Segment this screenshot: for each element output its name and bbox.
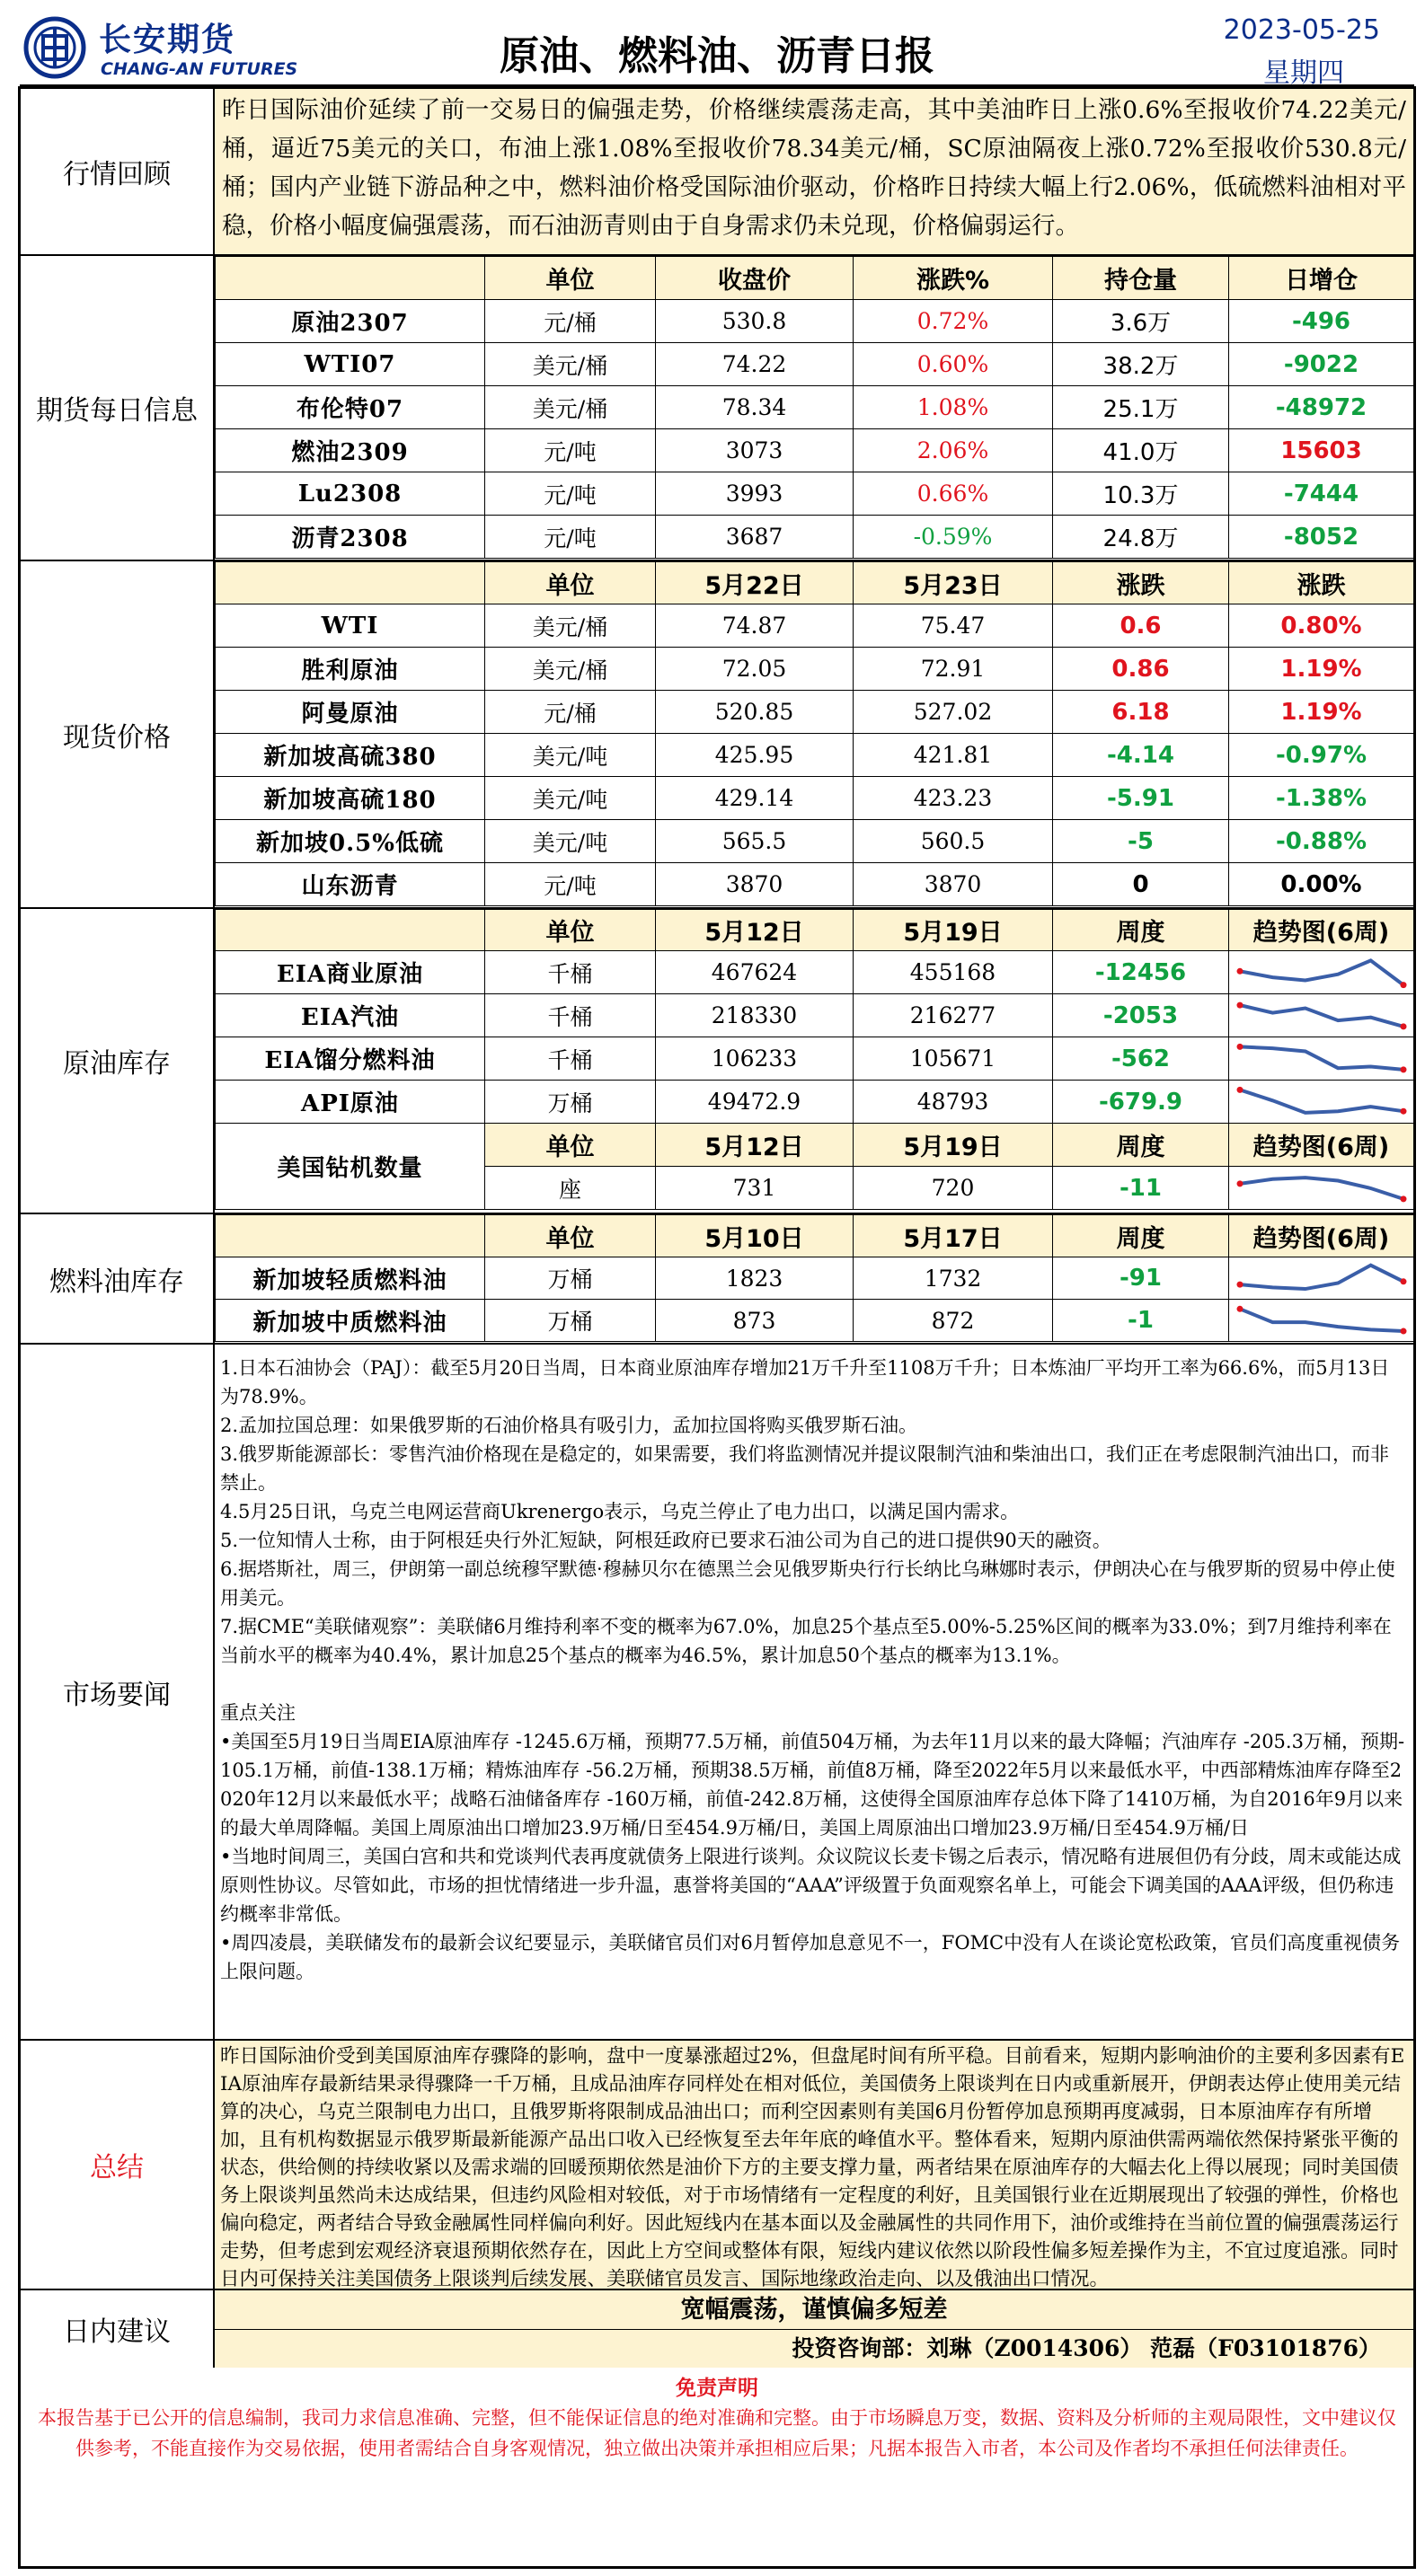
- close-price: 3687: [656, 516, 854, 559]
- price-change: -5: [1053, 820, 1229, 863]
- change-percent: 0.66%: [854, 472, 1053, 516]
- trend-line: [1240, 1090, 1403, 1113]
- weekly-change: -2053: [1053, 994, 1229, 1037]
- unit-cell: 万桶: [485, 1081, 656, 1124]
- open-interest: 41.0万: [1053, 429, 1229, 472]
- review-text: 昨日国际油价延续了前一交易日的偏强走势，价格继续震荡走高，其中美油昨日上涨0.6%至报收价74.22美元/桶，逼近75美元的关口，布油上涨1.08%至报收价78.34美元/桶，SC原油隔夜上涨0.72%至报收价530.8元/桶；国内产业链下游品种之中，燃料油价格受国际油价驱动，价格昨日持续大幅上行2.06%，低硫燃料油相对平稳，价格小幅度偏强震荡，而石油沥青则由于自身需求仍未兑现，价格偏弱运行。: [222, 96, 1406, 240]
- weekly-change: -679.9: [1053, 1081, 1229, 1124]
- column-header: 5月17日: [854, 1215, 1053, 1257]
- table-header-row: [216, 562, 1414, 604]
- price-day2: 560.5: [854, 820, 1053, 863]
- inventory-name: 新加坡轻质燃料油: [216, 1257, 485, 1300]
- table-row: [216, 1257, 1414, 1300]
- inventory-name: EIA商业原油: [216, 951, 485, 994]
- logo-text-cn: 长安期货: [99, 22, 236, 58]
- column-header: 5月22日: [656, 562, 854, 604]
- table-header-row: [216, 910, 1414, 951]
- futures-table: [215, 256, 1414, 559]
- trend-line: [1240, 1265, 1403, 1288]
- unit-cell: 美元/桶: [485, 648, 656, 691]
- logo-text-en: CHANG-AN FUTURES: [101, 59, 298, 79]
- unit-cell: 万桶: [485, 1300, 656, 1342]
- trend-sparkline: [1229, 1301, 1414, 1341]
- advice-consultant: 投资咨询部：刘琳（Z0014306） 范磊（F03101876）: [215, 2330, 1413, 2368]
- table-row: [216, 1300, 1414, 1342]
- news-text: 1.日本石油协会（PAJ）：截至5月20日当周，日本商业原油库存增加21万千升至1108万千升；日本炼油厂平均开工率为66.6%，而5月13日为78.9%。 2.孟加拉国总理：如果俄罗斯的石油价格具有吸引力，孟加拉国将购买俄罗斯石油。 3.俄罗斯能源部长：零售汽油价格现在是稳定的，如果需要，我们将监测情况并提议限制汽油和柴油出口，我们正在考虑限制汽油出口，而非禁止。 4.5月25日讯，乌克兰电网运营商Ukrenergo表示，乌克兰停止了电力出口，以满足国内需求。 5.一位知情人士称，由于阿根廷央行外汇短缺，阿根廷政府已要求石油公司为自己的进口提供90天的融资。 6.据塔斯社，周三，伊朗第一副总统穆罕默德·穆赫贝尔在德黑兰会见俄罗斯央行行长纳比乌琳娜时表示，伊朗决心在与俄罗斯的贸易中停止使用美元。 7.据CME“美联储观察”：美联储6月维持利率不变的概率为67.0%，加息25个基点至5.00%-5.25%区间的概率为33.0%；到7月维持利率在当前水平的概率为40.4%，累计加息25个基点的概率为46.5%，累计加息50个基点的概率为13.1%。 重点关注 •美国至5月19日当周EIA原油库存 -1245.6万桶，预期77.5万桶，前值504万桶，为去年11月以来的最大降幅；汽油库存 -205.3万桶，预期-105.1万桶，前值-138.1万桶；精炼油库存 -56.2万桶，预期38.5万桶，前值8万桶，降至2022年5月以来最低水平，中西部精炼油库存降至2020年12月以来最低水平；战略石油储备库存 -160万桶，前值-242.8万桶，这使得全国原油库存总体下降了1410万桶，为自2016年9月以来的最大单周降幅。美国上周原油出口增加23.9万桶/日至454.9万桶/日，美国上周原油出口增加23.9万桶/日至454.9万桶/日 •当地时间周三，美国白宫和共和党谈判代表再度就债务上限进行谈判。众议院议长麦卡锡之后表示，情况略有进展但仍有分歧，周末或能达成原则性协议。尽管如此，市场的担忧情绪进一步升温，惠誉将美国的“AAA”评级置于负面观察名单上，可能会下调美国的AAA评级，但仍称违约概率非常低。 •周四凌晨，美联储发布的最新会议纪要显示，美联储官员们对6月暂停加息意见不一，FOMC中没有人在谈论宽松政策，官员们高度重视债务上限问题。: [220, 1357, 1405, 1982]
- price-day2: 3870: [854, 863, 1053, 906]
- price-day2: 527.02: [854, 691, 1053, 734]
- weekly-change: -1: [1053, 1300, 1229, 1342]
- section-spot: [21, 561, 1413, 909]
- column-header: 周度: [1053, 910, 1229, 951]
- unit-cell: 美元/桶: [485, 343, 656, 386]
- rig-header-row: [216, 1124, 1414, 1167]
- unit-cell: 美元/桶: [485, 386, 656, 429]
- rig-week1: 731: [656, 1167, 854, 1210]
- report-grid: [18, 86, 1416, 2368]
- table-row: [216, 429, 1414, 472]
- column-header: [216, 562, 485, 604]
- column-header: 收盘价: [656, 257, 854, 300]
- column-header: 单位: [485, 1124, 656, 1167]
- column-header: 单位: [485, 562, 656, 604]
- price-day1: 425.95: [656, 734, 854, 777]
- report-header: [20, 13, 1414, 89]
- inventory-week2: 455168: [854, 951, 1053, 994]
- report-weekday: 星期四: [1263, 57, 1344, 89]
- review-body: [215, 89, 1413, 254]
- price-day2: 72.91: [854, 648, 1053, 691]
- inventory-week1: 1823: [656, 1257, 854, 1300]
- summary-text: 昨日国际油价受到美国原油库存骤降的影响，盘中一度暴涨超过2%，但盘尾时间有所平稳。目前看来，短期内影响油价的主要利多因素有EIA原油库存最新结果录得骤降一千万桶，且成品油库存同样处在相对低位，美国债务上限谈判在日内或重新展开，伊朗表达停止使用美元结算的决心，乌克兰限制电力出口，且俄罗斯将限制成品油出口；而利空因素则有美国6月份暂停加息预期再度减弱，日本原油库存有所增加，且有机构数据显示俄罗斯最新能源产品出口收入已经恢复至去年年底的峰值水平。整体看来，短期内原油供需两端依然保持紧张平衡的状态，供给侧的持续收紧以及需求端的回暖预期依然是油价下方的主要支撑力量，两者结果在原油库存的大幅去化上得以展现；同时美国债务上限谈判虽然尚未达成结果，但违约风险相对较低，对于市场情绪有一定程度的利好，且美国银行业在近期展现出了较强的弹性，价格也偏向稳定，两者结合导致金融属性同样偏向利好。因此短线内在基本面以及金融属性的共同作用下，油价或维持在当前位置的偏强震荡运行走势，但考虑到宏观经济衰退预期依然存在，因此上方空间或整体有限，短线内建议依然以阶段性偏多短差操作为主，不宜过度追涨。同时日内可保持关注美国债务上限谈判后续发展、美联储官员发言、国际地缘政治走向、以及俄油出口情况。: [220, 2045, 1405, 2290]
- advice-text: 宽幅震荡，谨慎偏多短差: [215, 2290, 1413, 2330]
- unit-cell: 元/吨: [485, 429, 656, 472]
- unit-cell: 美元/吨: [485, 820, 656, 863]
- column-header: 趋势图(6周): [1229, 1215, 1414, 1257]
- contract-name: 原油2307: [216, 300, 485, 343]
- trend-point: [1237, 1086, 1244, 1092]
- trend-point: [1237, 1043, 1244, 1049]
- price-change: 0: [1053, 863, 1229, 906]
- table-row: [216, 343, 1414, 386]
- price-day2: 423.23: [854, 777, 1053, 820]
- change-percent: 0.60%: [854, 343, 1053, 386]
- daily-oi-change: -9022: [1229, 343, 1414, 386]
- column-header: [216, 910, 485, 951]
- open-interest: 3.6万: [1053, 300, 1229, 343]
- trend-chart-cell: [1229, 1167, 1414, 1210]
- inventory-week1: 106233: [656, 1037, 854, 1081]
- inventory-week1: 467624: [656, 951, 854, 994]
- table-row: [216, 1081, 1414, 1124]
- contract-name: WTI07: [216, 343, 485, 386]
- crude-inventory-table-wrap: [215, 909, 1413, 1213]
- price-change-percent: 1.19%: [1229, 691, 1414, 734]
- column-header: 周度: [1053, 1124, 1229, 1167]
- price-day1: 520.85: [656, 691, 854, 734]
- section-summary: [21, 2041, 1413, 2290]
- disclaimer-text: 本报告基于已公开的信息编制，我司力求信息准确、完整，但不能保证信息的绝对准确和完整。由于市场瞬息万变，数据、资料及分析师的主观局限性，文中建议仅供参考，不能直接作为交易依据，使用者需结合自身客观情况，独立做出决策并承担相应后果；凡据本报告入市者，本公司及作者均不承担任何法律责任。: [38, 2407, 1396, 2459]
- inventory-week1: 873: [656, 1300, 854, 1342]
- table-row: [216, 691, 1414, 734]
- column-header: 5月23日: [854, 562, 1053, 604]
- trend-sparkline: [1229, 995, 1414, 1037]
- inventory-name: API原油: [216, 1081, 485, 1124]
- table-header-row: [216, 257, 1414, 300]
- column-header: 单位: [485, 910, 656, 951]
- weekly-change: -11: [1053, 1167, 1229, 1210]
- close-price: 3993: [656, 472, 854, 516]
- trend-point: [1237, 1281, 1244, 1287]
- section-label-crude-inventory: 原油库存: [21, 909, 215, 1213]
- inventory-week2: 1732: [854, 1257, 1053, 1300]
- column-header: 5月12日: [656, 910, 854, 951]
- inventory-week2: 216277: [854, 994, 1053, 1037]
- section-news: [21, 1345, 1413, 2041]
- table-row: [216, 386, 1414, 429]
- trend-chart-cell: [1229, 1037, 1414, 1081]
- trend-sparkline: [1229, 1258, 1414, 1299]
- unit-cell: 元/桶: [485, 691, 656, 734]
- open-interest: 38.2万: [1053, 343, 1229, 386]
- spot-name: 胜利原油: [216, 648, 485, 691]
- price-day1: 3870: [656, 863, 854, 906]
- inventory-name: 新加坡中质燃料油: [216, 1300, 485, 1342]
- column-header: 5月19日: [854, 910, 1053, 951]
- trend-sparkline: [1229, 1168, 1414, 1209]
- unit-cell: 美元/桶: [485, 604, 656, 648]
- futures-table-wrap: [215, 256, 1413, 560]
- price-day1: 565.5: [656, 820, 854, 863]
- spot-name: 阿曼原油: [216, 691, 485, 734]
- trend-point: [1401, 1107, 1407, 1114]
- table-row: [216, 994, 1414, 1037]
- table-row: [216, 300, 1414, 343]
- section-fuel-inventory: [21, 1214, 1413, 1345]
- price-day1: 429.14: [656, 777, 854, 820]
- report-title: 原油、燃料油、沥青日报: [500, 33, 934, 79]
- section-label-spot: 现货价格: [21, 561, 215, 907]
- column-header: [216, 257, 485, 300]
- rig-count-name: 美国钻机数量: [216, 1124, 485, 1210]
- fuel-inventory-table-wrap: [215, 1214, 1413, 1343]
- trend-point: [1237, 967, 1244, 974]
- inventory-name: EIA汽油: [216, 994, 485, 1037]
- section-label-review: 行情回顾: [21, 89, 215, 254]
- trend-chart-cell: [1229, 1081, 1414, 1124]
- price-change: 0.86: [1053, 648, 1229, 691]
- daily-oi-change: -8052: [1229, 516, 1414, 559]
- trend-sparkline: [1229, 952, 1414, 993]
- spot-name: 新加坡0.5%低硫: [216, 820, 485, 863]
- disclaimer: [18, 2368, 1416, 2569]
- section-futures: [21, 256, 1413, 561]
- change-percent: 0.72%: [854, 300, 1053, 343]
- contract-name: Lu2308: [216, 472, 485, 516]
- close-price: 3073: [656, 429, 854, 472]
- disclaimer-title: 免责声明: [676, 2376, 758, 2400]
- trend-line: [1240, 1005, 1403, 1027]
- column-header: 单位: [485, 257, 656, 300]
- table-row: [216, 863, 1414, 906]
- column-header: 单位: [485, 1215, 656, 1257]
- section-label-summary: 总结: [21, 2041, 215, 2289]
- trend-line: [1240, 1178, 1403, 1199]
- section-label-fuel-inventory: 燃料油库存: [21, 1214, 215, 1343]
- trend-point: [1401, 982, 1407, 988]
- trend-line: [1240, 1309, 1403, 1331]
- unit-cell: 千桶: [485, 951, 656, 994]
- unit-cell: 元/吨: [485, 863, 656, 906]
- table-row: [216, 777, 1414, 820]
- price-change: 0.6: [1053, 604, 1229, 648]
- inventory-week2: 105671: [854, 1037, 1053, 1081]
- table-row: [216, 648, 1414, 691]
- section-review: [21, 89, 1413, 256]
- section-label-news: 市场要闻: [21, 1345, 215, 2039]
- column-header: [216, 1215, 485, 1257]
- unit-cell: 元/桶: [485, 300, 656, 343]
- column-header: 周度: [1053, 1215, 1229, 1257]
- spot-table-wrap: [215, 561, 1413, 907]
- trend-point: [1401, 1328, 1407, 1334]
- trend-point: [1401, 1195, 1407, 1202]
- open-interest: 25.1万: [1053, 386, 1229, 429]
- news-body: [215, 1345, 1413, 2039]
- trend-point: [1401, 1066, 1407, 1072]
- open-interest: 10.3万: [1053, 472, 1229, 516]
- unit-cell: 座: [485, 1167, 656, 1210]
- price-change-percent: 0.80%: [1229, 604, 1414, 648]
- unit-cell: 千桶: [485, 1037, 656, 1081]
- fuel-inventory-table: [215, 1214, 1414, 1342]
- price-change-percent: -1.38%: [1229, 777, 1414, 820]
- trend-chart-cell: [1229, 1257, 1414, 1300]
- summary-body: [215, 2041, 1413, 2289]
- open-interest: 24.8万: [1053, 516, 1229, 559]
- price-day1: 72.05: [656, 648, 854, 691]
- trend-line: [1240, 1046, 1403, 1070]
- advice-body: [215, 2290, 1413, 2368]
- column-header: 涨跌: [1229, 562, 1414, 604]
- section-label-advice: 日内建议: [21, 2290, 215, 2368]
- spot-name: WTI: [216, 604, 485, 648]
- change-percent: 2.06%: [854, 429, 1053, 472]
- daily-oi-change: 15603: [1229, 429, 1414, 472]
- column-header: 持仓量: [1053, 257, 1229, 300]
- trend-chart-cell: [1229, 1300, 1414, 1342]
- unit-cell: 美元/吨: [485, 734, 656, 777]
- spot-name: 山东沥青: [216, 863, 485, 906]
- spot-name: 新加坡高硫180: [216, 777, 485, 820]
- spot-table: [215, 561, 1414, 906]
- contract-name: 沥青2308: [216, 516, 485, 559]
- trend-point: [1237, 1305, 1244, 1311]
- column-header: 5月12日: [656, 1124, 854, 1167]
- table-row: [216, 1037, 1414, 1081]
- change-percent: 1.08%: [854, 386, 1053, 429]
- column-header: 趋势图(6周): [1229, 910, 1414, 951]
- column-header: 5月10日: [656, 1215, 854, 1257]
- inventory-week1: 49472.9: [656, 1081, 854, 1124]
- column-header: 日增仓: [1229, 257, 1414, 300]
- trend-sparkline: [1229, 1038, 1414, 1080]
- trend-chart-cell: [1229, 994, 1414, 1037]
- unit-cell: 元/吨: [485, 472, 656, 516]
- trend-point: [1237, 1001, 1244, 1008]
- change-percent: -0.59%: [854, 516, 1053, 559]
- unit-cell: 千桶: [485, 994, 656, 1037]
- section-advice: [21, 2290, 1413, 2368]
- spot-name: 新加坡高硫380: [216, 734, 485, 777]
- close-price: 530.8: [656, 300, 854, 343]
- price-change-percent: -0.88%: [1229, 820, 1414, 863]
- daily-oi-change: -7444: [1229, 472, 1414, 516]
- price-change-percent: 0.00%: [1229, 863, 1414, 906]
- rig-week2: 720: [854, 1167, 1053, 1210]
- column-header: 5月19日: [854, 1124, 1053, 1167]
- price-change: -5.91: [1053, 777, 1229, 820]
- inventory-week1: 218330: [656, 994, 854, 1037]
- price-change: -4.14: [1053, 734, 1229, 777]
- table-row: [216, 516, 1414, 559]
- table-row: [216, 951, 1414, 994]
- inventory-week2: 48793: [854, 1081, 1053, 1124]
- crude-inventory-table: [215, 909, 1414, 1210]
- weekly-change: -91: [1053, 1257, 1229, 1300]
- trend-point: [1401, 1278, 1407, 1284]
- contract-name: 布伦特07: [216, 386, 485, 429]
- daily-oi-change: -48972: [1229, 386, 1414, 429]
- table-row: [216, 604, 1414, 648]
- price-day2: 75.47: [854, 604, 1053, 648]
- column-header: 趋势图(6周): [1229, 1124, 1414, 1167]
- table-row: [216, 820, 1414, 863]
- unit-cell: 美元/吨: [485, 777, 656, 820]
- table-row: [216, 472, 1414, 516]
- weekly-change: -12456: [1053, 951, 1229, 994]
- price-day1: 74.87: [656, 604, 854, 648]
- trend-line: [1240, 960, 1403, 984]
- unit-cell: 元/吨: [485, 516, 656, 559]
- inventory-week2: 872: [854, 1300, 1053, 1342]
- section-label-futures: 期货每日信息: [21, 256, 215, 560]
- price-change: 6.18: [1053, 691, 1229, 734]
- section-crude-inventory: [21, 909, 1413, 1214]
- report-date: 2023-05-25: [1223, 14, 1380, 46]
- trend-point: [1237, 1180, 1244, 1187]
- column-header: 涨跌: [1053, 562, 1229, 604]
- price-change-percent: -0.97%: [1229, 734, 1414, 777]
- close-price: 78.34: [656, 386, 854, 429]
- weekly-change: -562: [1053, 1037, 1229, 1081]
- price-day2: 421.81: [854, 734, 1053, 777]
- price-change-percent: 1.19%: [1229, 648, 1414, 691]
- unit-cell: 万桶: [485, 1257, 656, 1300]
- contract-name: 燃油2309: [216, 429, 485, 472]
- column-header: 涨跌%: [854, 257, 1053, 300]
- trend-chart-cell: [1229, 951, 1414, 994]
- trend-point: [1401, 1023, 1407, 1029]
- inventory-name: EIA馏分燃料油: [216, 1037, 485, 1081]
- trend-sparkline: [1229, 1081, 1414, 1123]
- table-row: [216, 734, 1414, 777]
- daily-oi-change: -496: [1229, 300, 1414, 343]
- close-price: 74.22: [656, 343, 854, 386]
- table-header-row: [216, 1215, 1414, 1257]
